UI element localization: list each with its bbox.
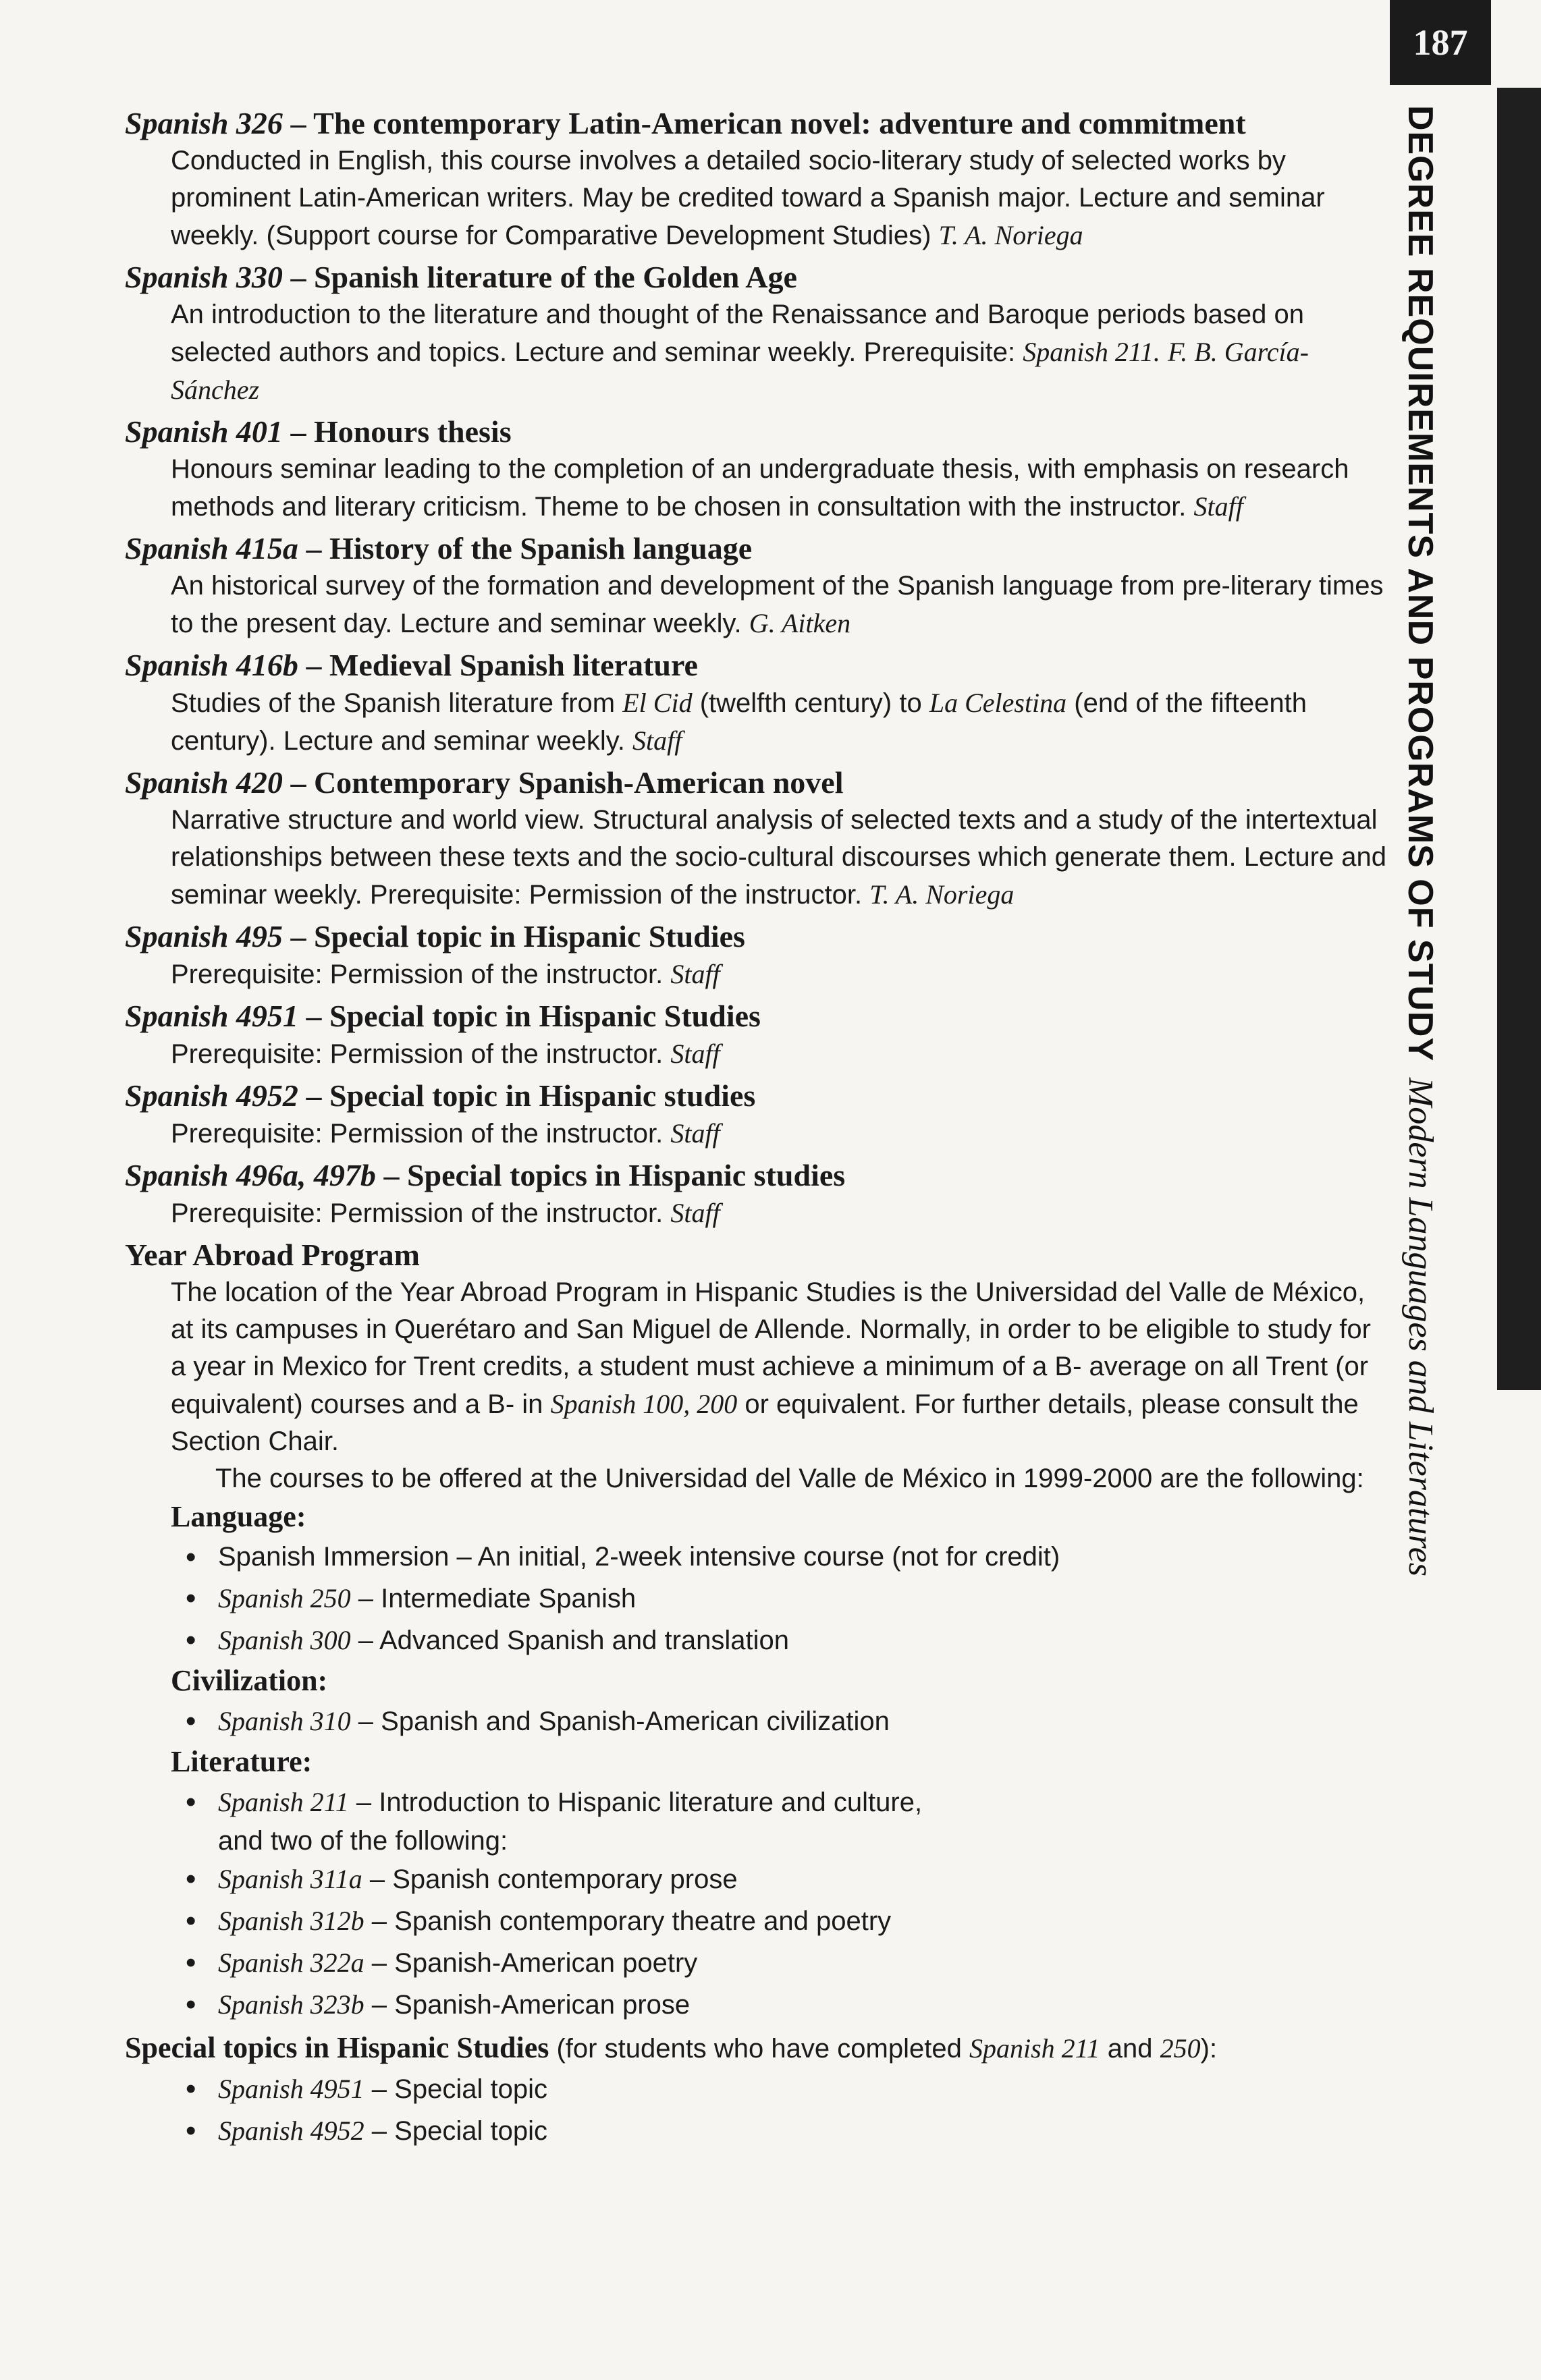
course-text: (end of the fifteenth century). Lecture and seminar weekly. [171, 688, 1307, 756]
course-codes: Spanish 100, 200 [550, 1389, 738, 1419]
course-entry [125, 997, 1387, 1073]
item-text: Spanish contemporary theatre and poetry [394, 1906, 892, 1936]
course-entry [125, 105, 1387, 254]
civilization-list [186, 1700, 1387, 1742]
course-description [171, 684, 1387, 760]
course-text: Conducted in English, this course involves a detailed socio-literary study of selected works by prominent Latin-American writers. May be credited toward a Spanish major. Lecture and seminar weekly. (Support course for Comparative Development Studies) [171, 146, 1325, 250]
course-code: Spanish 420 [125, 765, 283, 800]
separator: – [364, 1990, 395, 2020]
paragraph-text: The location of the Year Abroad Program in Hispanic Studies is the Universidad del Valle de México, at its campuses in Querétaro and San Miguel de Allende. Normally, in order to be eligible to study for a year in Mexico for Trent credits, a student must achieve a minimum of a B- average on all Trent (or equivalent) courses and a B- in [171, 1277, 1371, 1419]
course-description [171, 802, 1387, 914]
item-text: Advanced Spanish and translation [379, 1626, 790, 1655]
page-number: 187 [1390, 0, 1491, 85]
course-heading: Spanish 495 – Special topic in Hispanic Studies [125, 919, 745, 953]
item-text: Spanish and Spanish-American civilization [381, 1707, 890, 1736]
course-description [171, 142, 1387, 254]
course-entry [125, 258, 1387, 409]
language-list [186, 1537, 1387, 1661]
list-item [186, 1858, 1387, 1900]
course-code: Spanish 330 [125, 260, 283, 294]
separator: – [350, 1584, 381, 1613]
course-instructor: Staff [670, 959, 720, 989]
course-description [171, 1035, 1387, 1073]
paragraph-text: or equivalent. For further details, please consult the Section Chair. [171, 1389, 1359, 1456]
course-code: Spanish 211 [218, 1787, 349, 1817]
item-text: Special topic [394, 2074, 547, 2104]
item-text: Spanish-American prose [394, 1990, 691, 2020]
course-code: Spanish 311a [218, 1864, 362, 1894]
year-abroad-paragraph [171, 1274, 1387, 1460]
course-code: Spanish 415a [125, 531, 298, 565]
course-code: Spanish 496a, 497b [125, 1158, 376, 1192]
course-heading: Spanish 401 – Honours thesis [125, 414, 512, 449]
course-code: Spanish 323b [218, 1989, 364, 2020]
course-heading: Spanish 4952 – Special topic in Hispanic studies [125, 1078, 756, 1113]
list-item [186, 1578, 1387, 1620]
language-heading: Language: [171, 1500, 306, 1533]
separator: – [364, 1906, 395, 1936]
course-text: Honours seminar leading to the completion of an undergraduate thesis, with emphasis on research methods and literary criticism. Theme to be chosen in consultation with the instructor. [171, 454, 1349, 522]
course-entry [125, 918, 1387, 993]
course-code: Spanish 4951 [218, 2074, 364, 2104]
course-entry [125, 1077, 1387, 1153]
year-abroad-paragraph: The courses to be offered at the Universidad del Valle de México in 1999-2000 are the following: [215, 1464, 1364, 1493]
course-heading: Spanish 326 – The contemporary Latin-American novel: adventure and commitment [125, 106, 1246, 140]
separator: – [364, 1948, 395, 1978]
course-code: Spanish 4951 [125, 999, 298, 1033]
course-description [171, 568, 1387, 642]
course-heading: Spanish 415a – History of the Spanish language [125, 531, 753, 565]
item-text: Spanish-American poetry [394, 1948, 698, 1978]
course-description [171, 956, 1387, 993]
course-code: Spanish 250 [218, 1583, 351, 1613]
course-instructor: F. B. García-Sánchez [171, 337, 1309, 405]
separator: – [350, 1707, 381, 1736]
course-heading: Spanish 330 – Spanish literature of the Golden Age [125, 260, 797, 294]
course-description [171, 296, 1387, 409]
separator: – [364, 2116, 395, 2146]
course-instructor: Staff [670, 1118, 720, 1149]
course-title: Contemporary Spanish-American novel [313, 765, 844, 800]
course-instructor: G. Aitken [749, 608, 851, 638]
course-entry [125, 413, 1387, 526]
course-text: Prerequisite: Permission of the instructor. [171, 960, 664, 989]
side-tab-bar [1497, 88, 1541, 1390]
special-topics-list [186, 2068, 1387, 2152]
course-title: Honours thesis [313, 414, 512, 449]
civilization-heading: Civilization: [171, 1664, 328, 1697]
item-continuation: and two of the following: [218, 1826, 508, 1856]
course-text: Prerequisite: Permission of the instructor. [171, 1039, 664, 1069]
separator: – [350, 1626, 379, 1655]
course-text: Prerequisite: Permission of the instructor. [171, 1119, 664, 1149]
course-entry [125, 764, 1387, 914]
course-code: Spanish 310 [218, 1706, 351, 1736]
course-description [171, 1194, 1387, 1232]
course-text: Studies of the Spanish literature from [171, 688, 623, 718]
special-topics-note: (for students who have completed [556, 2034, 962, 2064]
list-item [186, 1620, 1387, 1661]
course-heading: Spanish 496a, 497b – Special topics in Hispanic studies [125, 1158, 846, 1192]
course-title: Special topic in Hispanic Studies [313, 919, 745, 953]
literature-list [186, 1781, 1387, 2026]
course-code: 250 [1160, 2033, 1201, 2064]
course-instructor: Staff [670, 1039, 720, 1069]
item-text: Spanish Immersion – An initial, 2-week intensive course (not for credit) [218, 1542, 1060, 1572]
list-item [186, 1700, 1387, 1742]
course-code: Spanish 211 [969, 2033, 1100, 2064]
prerequisite-course: Spanish 211. [1023, 337, 1160, 367]
list-item [186, 2110, 1387, 2152]
separator: – [364, 2074, 395, 2104]
course-heading: Spanish 420 – Contemporary Spanish-American novel [125, 765, 844, 800]
course-heading: Spanish 4951 – Special topic in Hispanic Studies [125, 999, 761, 1033]
item-text: Introduction to Hispanic literature and culture, [379, 1788, 923, 1817]
list-item [186, 1900, 1387, 1942]
course-code: Spanish 416b [125, 648, 298, 682]
course-code: Spanish 495 [125, 919, 283, 953]
course-text: Prerequisite: Permission of the instructor. [171, 1198, 664, 1228]
list-item [186, 1781, 1387, 1858]
course-entry [125, 530, 1387, 642]
course-heading: Spanish 416b – Medieval Spanish literature [125, 648, 698, 682]
list-item [186, 1942, 1387, 1984]
course-title: History of the Spanish language [329, 531, 753, 565]
course-instructor: Staff [632, 725, 682, 756]
page-content [125, 105, 1387, 2152]
course-entry [125, 1157, 1387, 1232]
course-code: Spanish 401 [125, 414, 283, 449]
course-text: An historical survey of the formation and development of the Spanish language from pre-literary times to the present day. Lecture and seminar weekly. [171, 571, 1384, 638]
course-instructor: T. A. Noriega [869, 879, 1015, 910]
course-code: Spanish 322a [218, 1947, 364, 1978]
course-description [171, 1115, 1387, 1153]
course-description [171, 451, 1387, 526]
list-item [186, 1984, 1387, 2026]
course-text: (twelfth century) to [692, 688, 929, 718]
running-header [1403, 105, 1438, 1576]
course-text: An introduction to the literature and thought of the Renaissance and Baroque periods based on selected authors and topics. Lecture and seminar weekly. [171, 300, 1304, 367]
section-title: DEGREE REQUIREMENTS AND PROGRAMS OF STUDY [1401, 105, 1440, 1062]
list-item [186, 2068, 1387, 2110]
course-title: Special topics in Hispanic studies [406, 1158, 846, 1192]
course-title: Spanish literature of the Golden Age [313, 260, 797, 294]
separator: – [348, 1788, 379, 1817]
special-topics-note: and [1107, 2034, 1153, 2064]
course-code: Spanish 4952 [125, 1078, 298, 1113]
course-title: Special topic in Hispanic Studies [329, 999, 761, 1033]
course-code: Spanish 326 [125, 106, 283, 140]
course-title: The contemporary Latin-American novel: adventure and commitment [313, 106, 1246, 140]
course-instructor: Staff [670, 1198, 720, 1228]
course-instructor: Staff [1193, 491, 1243, 522]
course-entry [125, 646, 1387, 760]
prerequisite-label: Prerequisite: [863, 337, 1016, 367]
item-text: Spanish contemporary prose [392, 1864, 738, 1894]
year-abroad-heading: Year Abroad Program [125, 1238, 420, 1272]
course-title: Medieval Spanish literature [329, 648, 698, 682]
work-title: La Celestina [929, 688, 1067, 718]
separator: – [362, 1864, 393, 1894]
special-topics-title: Special topics in Hispanic Studies [125, 2031, 549, 2064]
literature-heading: Literature: [171, 1745, 313, 1778]
work-title: El Cid [622, 688, 693, 718]
section-subtitle: Modern Languages and Literatures [1401, 1078, 1440, 1577]
special-topics-note: ): [1200, 2034, 1218, 2064]
course-instructor: T. A. Noriega [938, 220, 1083, 250]
course-code: Spanish 300 [218, 1625, 351, 1655]
item-text: Intermediate Spanish [381, 1584, 637, 1613]
course-code: Spanish 312b [218, 1906, 364, 1936]
item-text: Special topic [394, 2116, 547, 2146]
list-item [186, 1537, 1387, 1578]
course-code: Spanish 4952 [218, 2115, 364, 2146]
course-text: Narrative structure and world view. Structural analysis of selected texts and a study of the intertextual relationships between these texts and the socio-cultural discourses which generate them. Lecture and seminar weekly. Prerequisite: Permission of the instructor. [171, 805, 1387, 910]
special-topics-heading [125, 2028, 1387, 2068]
course-title: Special topic in Hispanic studies [329, 1078, 756, 1113]
